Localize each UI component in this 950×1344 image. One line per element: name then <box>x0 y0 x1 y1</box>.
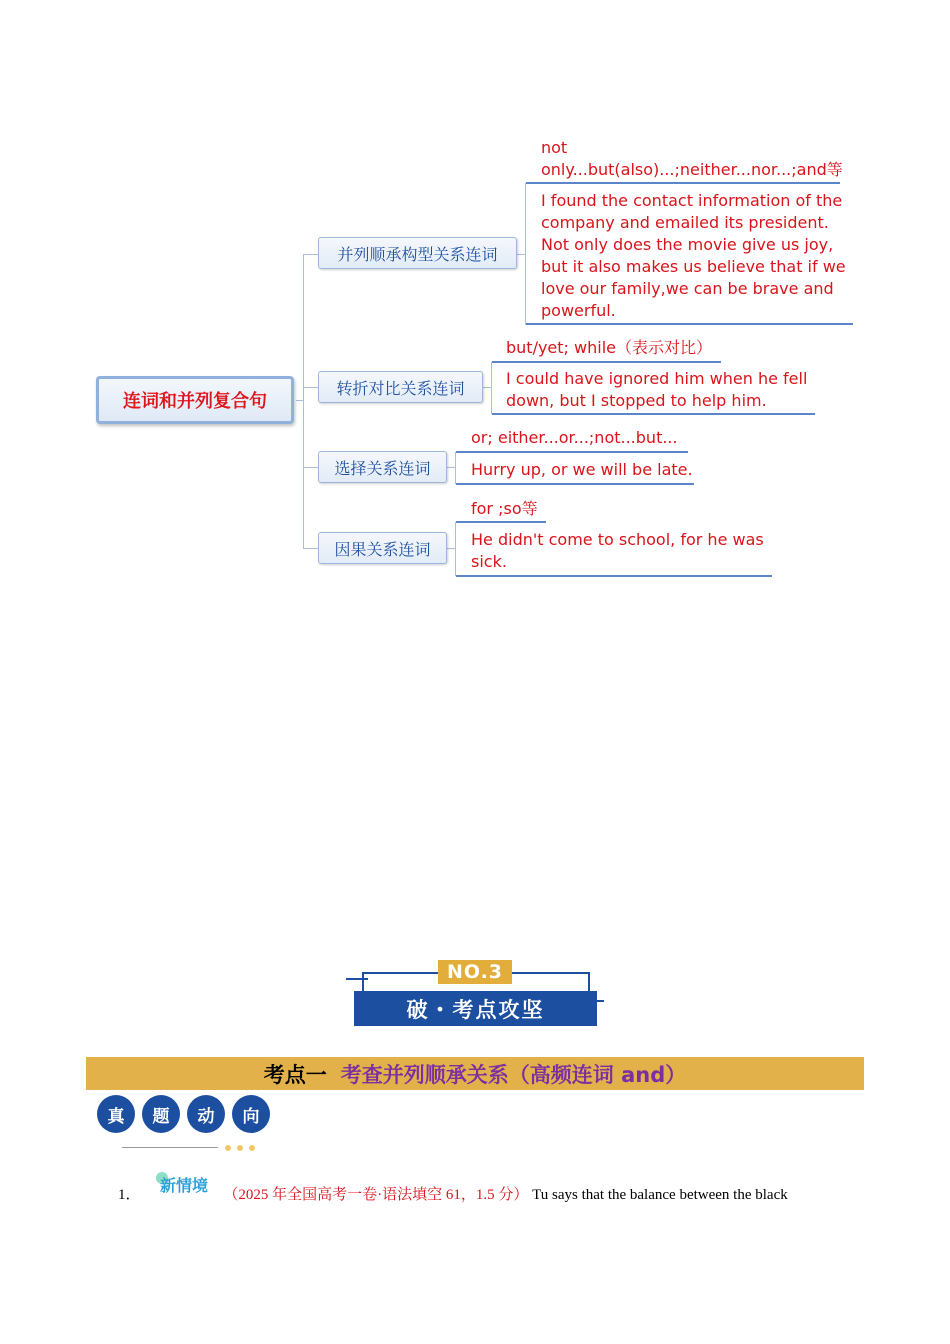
question-text: Tu says that the balance between the black <box>532 1187 788 1203</box>
mindmap-root: 连词和并列复合句 <box>96 376 294 424</box>
topic-title: 考查并列顺承关系（高频连词 and） <box>340 1062 687 1087</box>
example-line: but it also makes us believe that if we <box>541 257 846 276</box>
topic-bar <box>86 1057 864 1090</box>
tag-circle: 真 <box>97 1095 135 1133</box>
branch-contrast-words: but/yet; while（表示对比） <box>506 338 712 357</box>
example-line: love our family,we can be brave and <box>541 279 834 298</box>
example-line: He didn't come to school, for he was <box>471 530 764 549</box>
branch-choice-words: or; either...or...;not...but... <box>471 428 678 447</box>
tag-circle: 向 <box>232 1095 270 1133</box>
example-line: Hurry up, or we will be late. <box>471 460 693 479</box>
question-source: （2025 年全国高考一卷·语法填空 61，1.5 分） <box>223 1187 529 1203</box>
question-number: 1． <box>118 1187 141 1203</box>
section-title: 破・考点攻坚 <box>354 991 597 1026</box>
example-line: down, but I stopped to help him. <box>506 391 767 410</box>
new-context-badge: 新情境 <box>160 1176 214 1195</box>
example-line: I could have ignored him when he fell <box>506 369 808 388</box>
topic-prefix: 考点一 <box>263 1062 327 1087</box>
example-line: powerful. <box>541 301 616 320</box>
branch-coordinate-words-1: not <box>541 138 568 157</box>
question-line <box>118 1176 788 1204</box>
example-line: sick. <box>471 552 507 571</box>
branch-contrast: 转折对比关系连词 <box>318 371 483 403</box>
branch-coordinate-words-2: only...but(also)...;neither...nor...;and等 <box>541 160 843 179</box>
example-line: company and emailed its president. <box>541 213 829 232</box>
branch-choice: 选择关系连词 <box>318 451 447 483</box>
tag-circle: 题 <box>142 1095 180 1133</box>
tag-circle: 动 <box>187 1095 225 1133</box>
branch-coordinate: 并列顺承构型关系连词 <box>318 237 517 269</box>
example-line: I found the contact information of the <box>541 191 843 210</box>
branch-causal-words: for ;so等 <box>471 499 538 518</box>
example-line: Not only does the movie give us joy, <box>541 235 834 254</box>
section-number-badge: NO.3 <box>438 960 512 984</box>
branch-causal: 因果关系连词 <box>318 532 447 564</box>
